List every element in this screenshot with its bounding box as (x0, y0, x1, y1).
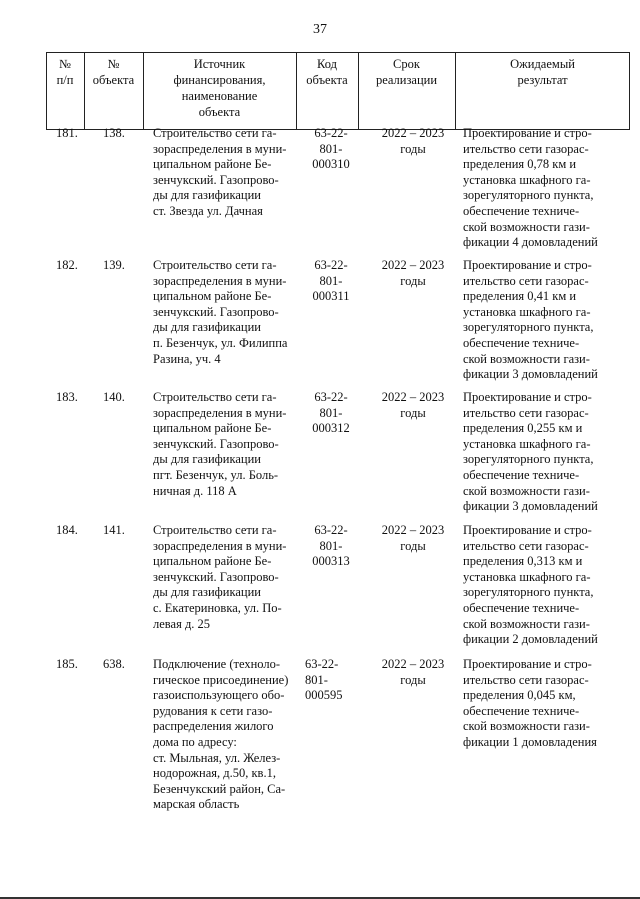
header-col-obj (84, 53, 143, 129)
term-text: 2022 – 2023 годы (381, 390, 445, 420)
result-text: Проектирование и стро- ительство сети газорас- пределения 0,41 км и установка шкафного га- зорегуляторного пункта, обеспечение техниче- ской возможности гази- фикации 3 домовладений (463, 258, 598, 382)
row-number: 184. (56, 523, 78, 537)
object-code: 63-22- 801- 000595 (305, 657, 343, 703)
source-text: Строительство сети га- зораспределения в муни- ципальном районе Бе- зенчукский. Газопрово- ды для газификации ст. Звезда ул. Дачная (153, 126, 287, 218)
header-text: наименование (181, 89, 258, 103)
header-text: Ожидаемый (510, 57, 575, 71)
row-number: 183. (56, 390, 78, 404)
column-divider (629, 53, 630, 129)
header-text: Срок (393, 57, 420, 71)
row-number: 185. (56, 657, 78, 671)
result-text: Проектирование и стро- ительство сети газорас- пределения 0,313 км и установка шкафного га- зорегуляторного пункта, обеспечение техниче- ской возможности гази- фикации 2 домовладений (463, 523, 598, 647)
header-text: Источник (193, 57, 246, 71)
object-number: 139. (103, 258, 125, 272)
header-text: № (59, 57, 71, 71)
source-text: Строительство сети га- зораспределения в муни- ципальном районе Бе- зенчукский. Газопрово- ды для газификации с. Екатериновка, ул. По- левая д. 25 (153, 523, 287, 631)
term-text: 2022 – 2023 годы (381, 657, 445, 687)
result-text: Проектирование и стро- ительство сети газорас- пределения 0,045 км, обеспечение техниче- ской возможности гази- фикации 1 домовладения (463, 657, 597, 749)
object-number: 638. (103, 657, 125, 671)
header-text: объекта (92, 73, 135, 87)
header-col-term (358, 53, 455, 129)
object-code: 63-22- 801- 000311 (312, 258, 350, 304)
object-number: 140. (103, 390, 125, 404)
source-text: Строительство сети га- зораспределения в муни- ципальном районе Бе- зенчукский. Газопрово- ды для газификации пгт. Безенчук, ул. Боль- ничная д. 118 А (153, 390, 287, 498)
table-header (46, 52, 630, 130)
object-code: 63-22- 801- 000312 (312, 390, 350, 436)
header-text: объекта (198, 105, 241, 119)
header-text: объекта (306, 73, 348, 87)
result-text: Проектирование и стро- ительство сети газорас- пределения 0,255 км и установка шкафного га- зорегуляторного пункта, обеспечение техниче- ской возможности гази- фикации 3 домовладений (463, 390, 598, 514)
object-number: 138. (103, 126, 125, 140)
object-number: 141. (103, 523, 125, 537)
row-number: 182. (56, 258, 78, 272)
result-text: Проектирование и стро- ительство сети газорас- пределения 0,78 км и установка шкафного га- зорегуляторного пункта, обеспечение техниче- ской возможности гази- фикации 4 домовладений (463, 126, 598, 250)
header-text: № (107, 57, 120, 71)
header-text: п/п (56, 73, 74, 87)
header-text: Код (317, 57, 337, 71)
object-code: 63-22- 801- 000310 (312, 126, 350, 172)
source-text: Строительство сети га- зораспределения в муни- ципальном районе Бе- зенчукский. Газопрово- ды для газификации п. Безенчук, ул. Филиппа Разина, уч. 4 (153, 258, 288, 366)
page-number: 37 (313, 22, 327, 37)
term-text: 2022 – 2023 годы (381, 126, 445, 156)
source-text: Подключение (техноло- гическое присоединение) газоиспользующего обо- рудования к сети газо- распределения жилого дома по адресу: ст. Мыльная, ул. Желез- нодорожная, д.50, кв.1, Безенчукский район, Са- марская область (153, 657, 289, 812)
header-text: финансирования, (173, 73, 266, 87)
header-col-source (143, 53, 296, 129)
header-col-result (455, 53, 630, 129)
row-number: 181. (56, 126, 78, 140)
header-col-num (46, 53, 84, 129)
term-text: 2022 – 2023 годы (381, 523, 445, 553)
header-text: результат (517, 73, 568, 87)
object-code: 63-22- 801- 000313 (312, 523, 350, 569)
header-text: реализации (375, 73, 438, 87)
term-text: 2022 – 2023 годы (381, 258, 445, 288)
header-col-code (296, 53, 358, 129)
